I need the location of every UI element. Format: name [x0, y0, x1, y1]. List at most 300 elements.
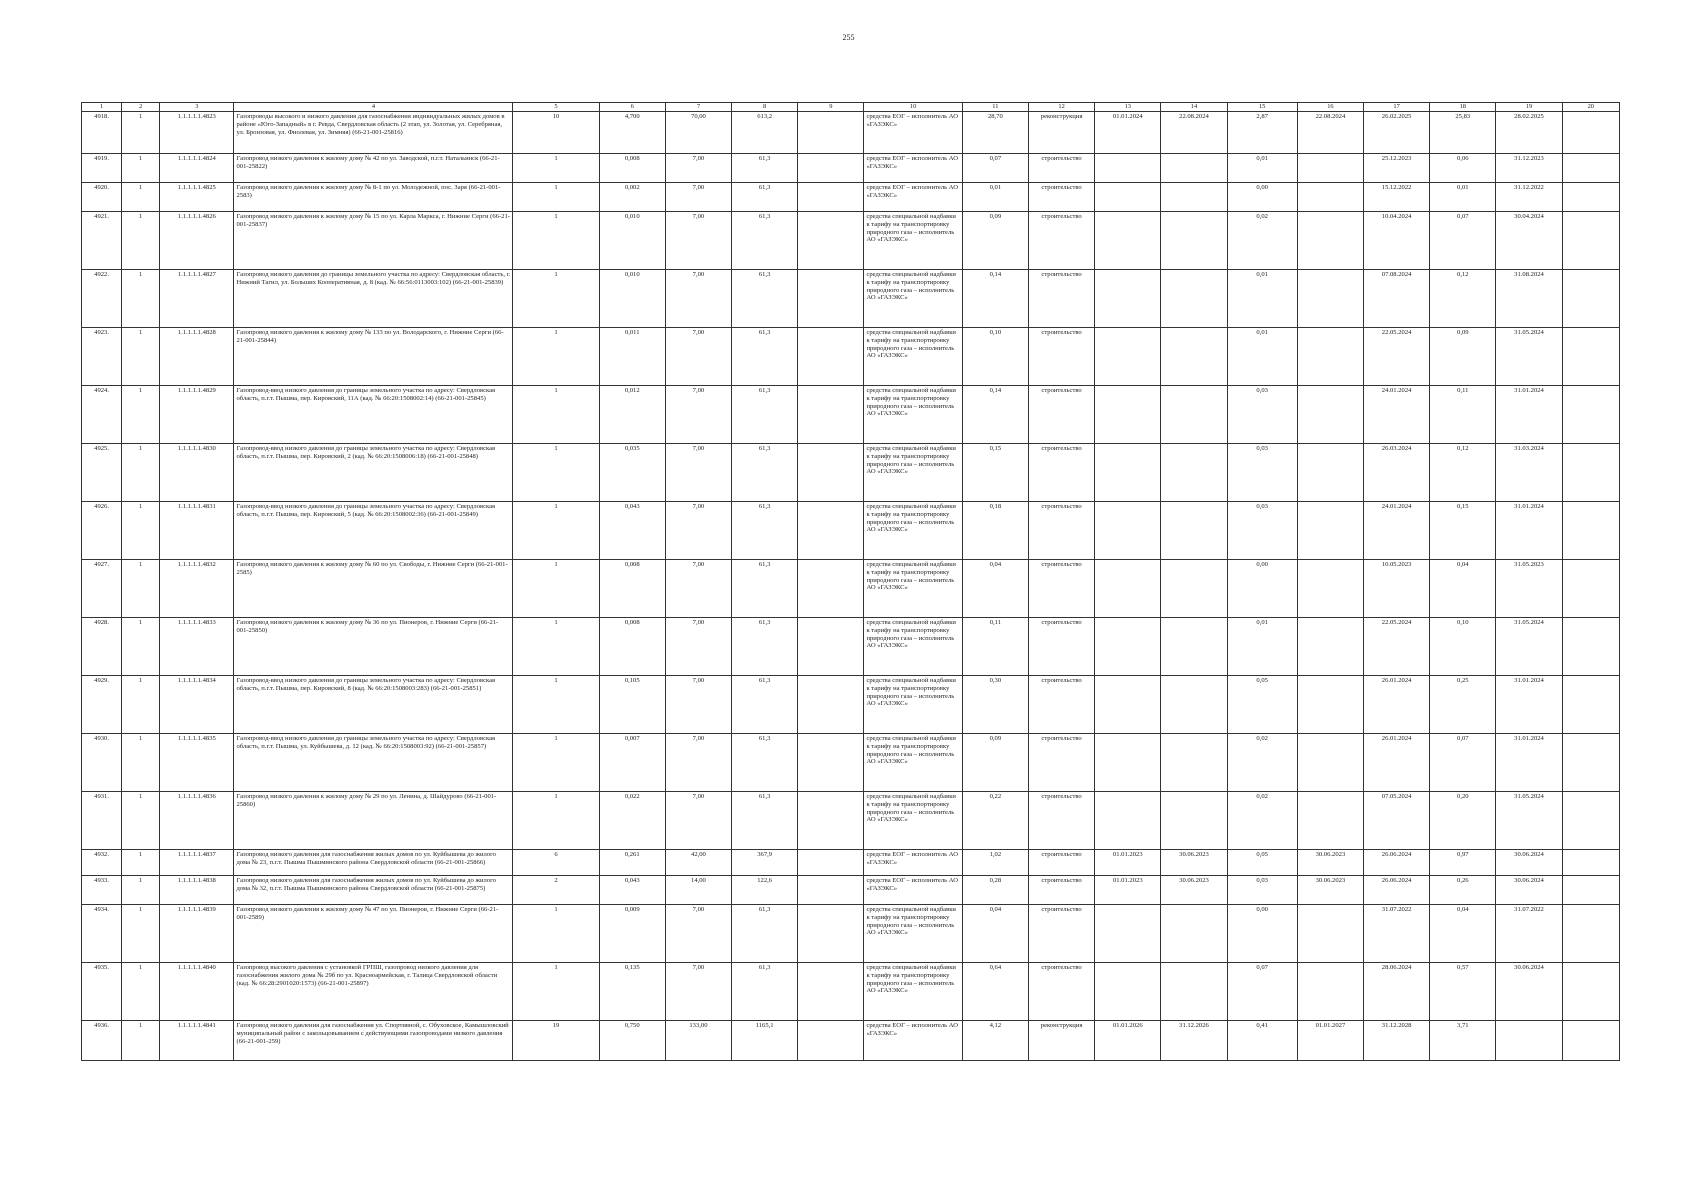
table-row	[82, 1021, 1620, 1061]
cell-col-18: 0,97	[1430, 850, 1496, 876]
cell-col-17: 26.03.2024	[1364, 444, 1430, 502]
cell-col-16	[1297, 963, 1363, 1021]
cell-col-7: 7,00	[665, 328, 731, 386]
cell-col-18: 0,07	[1430, 212, 1496, 270]
cell-col-5: 1	[513, 270, 599, 328]
cell-col-17: 31.07.2022	[1364, 905, 1430, 963]
cell-col-6: 0,010	[599, 212, 665, 270]
cell-col-17: 26.01.2024	[1364, 676, 1430, 734]
cell-col-8: 122,6	[732, 876, 798, 905]
cell-col-16: 30.06.2023	[1297, 876, 1363, 905]
cell-col-6: 0,010	[599, 270, 665, 328]
column-number-header: 11	[962, 103, 1028, 112]
cell-col-17: 26.01.2024	[1364, 734, 1430, 792]
cell-col-11: 0,09	[962, 734, 1028, 792]
cell-col-18: 0,06	[1430, 154, 1496, 183]
cell-col-12: строительство	[1028, 183, 1094, 212]
cell-col-19	[1496, 1021, 1562, 1061]
cell-col-1: 4923.	[82, 328, 122, 386]
cell-col-3: 1.1.1.1.1.4829	[160, 386, 234, 444]
cell-col-3: 1.1.1.1.1.4826	[160, 212, 234, 270]
cell-col-7: 42,00	[665, 850, 731, 876]
cell-col-2: 1	[122, 734, 160, 792]
cell-col-14: 30.06.2023	[1161, 876, 1227, 905]
cell-col-4: Газопровод низкого давления к жилому дому № 29 по ул. Ленина, д. Шайдурово (66-21-001-25860)	[234, 792, 513, 850]
cell-col-15: 0,02	[1227, 212, 1297, 270]
cell-col-15: 0,01	[1227, 618, 1297, 676]
cell-col-9	[798, 560, 864, 618]
page-number: 255	[842, 33, 855, 42]
cell-col-16	[1297, 502, 1363, 560]
cell-col-5: 2	[513, 876, 599, 905]
cell-col-10: средства специальной надбавки к тарифу на транспортировку природного газа – исполнитель АО «ГАЗЭКС»	[864, 328, 962, 386]
cell-col-15: 0,05	[1227, 676, 1297, 734]
column-number-header: 8	[732, 103, 798, 112]
cell-col-18: 25,83	[1430, 112, 1496, 154]
cell-col-5: 19	[513, 1021, 599, 1061]
cell-col-11: 0,04	[962, 905, 1028, 963]
cell-col-3: 1.1.1.1.1.4827	[160, 270, 234, 328]
cell-col-20	[1562, 386, 1619, 444]
cell-col-13	[1095, 212, 1161, 270]
cell-col-5: 1	[513, 444, 599, 502]
cell-col-16	[1297, 734, 1363, 792]
cell-col-9	[798, 183, 864, 212]
cell-col-4: Газопровод низкого давления к жилому дому № 36 по ул. Пионеров, г. Нижние Серги (66-21-001-25850)	[234, 618, 513, 676]
cell-col-14	[1161, 676, 1227, 734]
cell-col-6: 0,035	[599, 444, 665, 502]
cell-col-9	[798, 876, 864, 905]
cell-col-5: 1	[513, 183, 599, 212]
cell-col-10: средства специальной надбавки к тарифу на транспортировку природного газа – исполнитель АО «ГАЗЭКС»	[864, 212, 962, 270]
cell-col-13	[1095, 734, 1161, 792]
cell-col-11: 0,14	[962, 270, 1028, 328]
cell-col-15: 0,03	[1227, 444, 1297, 502]
cell-col-13	[1095, 676, 1161, 734]
cell-col-11: 4,12	[962, 1021, 1028, 1061]
cell-col-2: 1	[122, 183, 160, 212]
cell-col-20	[1562, 444, 1619, 502]
cell-col-13	[1095, 183, 1161, 212]
cell-col-13	[1095, 502, 1161, 560]
cell-col-1: 4933.	[82, 876, 122, 905]
cell-col-4: Газопровод низкого давления для газоснабжения жилых домов по ул. Куйбышева до жилого дома № 23, п.г.т. Пышма Пышминского района Свердловской области (66-21-001-25866)	[234, 850, 513, 876]
cell-col-4: Газопровод-ввод низкого давления до границы земельного участка по адресу: Свердловская область, п.г.т. Пышма, пер. Кировский, 8 (кад. № 66:20:1508003:283) (66-21-001-25851)	[234, 676, 513, 734]
cell-col-3: 1.1.1.1.1.4828	[160, 328, 234, 386]
cell-col-5: 1	[513, 905, 599, 963]
cell-col-8: 61,3	[732, 328, 798, 386]
cell-col-8: 61,3	[732, 270, 798, 328]
cell-col-12: строительство	[1028, 560, 1094, 618]
cell-col-1: 4918.	[82, 112, 122, 154]
cell-col-2: 1	[122, 560, 160, 618]
cell-col-11: 0,09	[962, 212, 1028, 270]
cell-col-17: 07.08.2024	[1364, 270, 1430, 328]
cell-col-14: 31.12.2026	[1161, 1021, 1227, 1061]
cell-col-9	[798, 444, 864, 502]
cell-col-16	[1297, 792, 1363, 850]
cell-col-6: 0,008	[599, 560, 665, 618]
cell-col-12: строительство	[1028, 212, 1094, 270]
cell-col-13	[1095, 444, 1161, 502]
cell-col-7: 7,00	[665, 676, 731, 734]
cell-col-5: 1	[513, 386, 599, 444]
cell-col-4: Газопровод низкого давления к жилому дому № 133 по ул. Володарского, г. Нижние Серги (66-21-001-25844)	[234, 328, 513, 386]
cell-col-4: Газопровод-ввод низкого давления до границы земельного участка по адресу: Свердловская область, п.г.т. Пышма, пер. Кировский, 5 (кад. № 66:20:1508002:36) (66-21-001-25849)	[234, 502, 513, 560]
cell-col-13: 01.01.2023	[1095, 850, 1161, 876]
column-number-header: 7	[665, 103, 731, 112]
cell-col-18: 0,12	[1430, 270, 1496, 328]
cell-col-19: 30.06.2024	[1496, 876, 1562, 905]
cell-col-1: 4926.	[82, 502, 122, 560]
column-number-header: 18	[1430, 103, 1496, 112]
cell-col-10: средства специальной надбавки к тарифу на транспортировку природного газа – исполнитель АО «ГАЗЭКС»	[864, 734, 962, 792]
cell-col-3: 1.1.1.1.1.4825	[160, 183, 234, 212]
cell-col-20	[1562, 618, 1619, 676]
cell-col-15: 0,00	[1227, 905, 1297, 963]
cell-col-10: средства специальной надбавки к тарифу на транспортировку природного газа – исполнитель АО «ГАЗЭКС»	[864, 963, 962, 1021]
cell-col-6: 0,750	[599, 1021, 665, 1061]
table-row	[82, 154, 1620, 183]
cell-col-16	[1297, 905, 1363, 963]
cell-col-12: строительство	[1028, 270, 1094, 328]
cell-col-1: 4934.	[82, 905, 122, 963]
cell-col-6: 0,043	[599, 502, 665, 560]
table-row	[82, 386, 1620, 444]
cell-col-5: 1	[513, 328, 599, 386]
cell-col-8: 61,3	[732, 963, 798, 1021]
cell-col-19: 31.05.2024	[1496, 618, 1562, 676]
column-number-header: 6	[599, 103, 665, 112]
cell-col-1: 4929.	[82, 676, 122, 734]
cell-col-18: 0,57	[1430, 963, 1496, 1021]
cell-col-17: 22.05.2024	[1364, 328, 1430, 386]
cell-col-19: 31.05.2024	[1496, 792, 1562, 850]
cell-col-16	[1297, 676, 1363, 734]
cell-col-17: 26.06.2024	[1364, 850, 1430, 876]
cell-col-8: 61,3	[732, 676, 798, 734]
cell-col-8: 61,3	[732, 792, 798, 850]
cell-col-2: 1	[122, 386, 160, 444]
cell-col-4: Газопровод-ввод низкого давления до границы земельного участка по адресу: Свердловская область, п.г.т. Пышма, пер. Кировский, 2 (кад. № 66:20:1508006:18) (66-21-001-25848)	[234, 444, 513, 502]
cell-col-19: 31.07.2022	[1496, 905, 1562, 963]
cell-col-14	[1161, 386, 1227, 444]
cell-col-19: 31.01.2024	[1496, 734, 1562, 792]
cell-col-20	[1562, 850, 1619, 876]
cell-col-8: 61,3	[732, 183, 798, 212]
cell-col-5: 1	[513, 618, 599, 676]
cell-col-9	[798, 676, 864, 734]
cell-col-15: 0,02	[1227, 792, 1297, 850]
cell-col-10: средства специальной надбавки к тарифу на транспортировку природного газа – исполнитель АО «ГАЗЭКС»	[864, 792, 962, 850]
cell-col-12: строительство	[1028, 850, 1094, 876]
cell-col-11: 0,11	[962, 618, 1028, 676]
cell-col-7: 70,00	[665, 112, 731, 154]
cell-col-9	[798, 154, 864, 183]
cell-col-6: 0,002	[599, 183, 665, 212]
cell-col-10: средства специальной надбавки к тарифу на транспортировку природного газа – исполнитель АО «ГАЗЭКС»	[864, 386, 962, 444]
cell-col-1: 4930.	[82, 734, 122, 792]
column-number-header: 10	[864, 103, 962, 112]
cell-col-4: Газопровод-ввод низкого давления до границы земельного участка по адресу: Свердловская область, п.г.т. Пышма, пер. Кировский, 11А (кад. № 66:20:1508002:14) (66-21-001-25845)	[234, 386, 513, 444]
cell-col-13: 01.01.2024	[1095, 112, 1161, 154]
table-row	[82, 328, 1620, 386]
cell-col-15: 0,05	[1227, 850, 1297, 876]
cell-col-11: 0,18	[962, 502, 1028, 560]
cell-col-12: реконструкция	[1028, 112, 1094, 154]
cell-col-1: 4922.	[82, 270, 122, 328]
cell-col-9	[798, 792, 864, 850]
cell-col-4: Газопровод низкого давления к жилому дому № 8-1 по ул. Молодежной, пос. Заря (66-21-001-2583)	[234, 183, 513, 212]
cell-col-16	[1297, 386, 1363, 444]
cell-col-16: 30.06.2023	[1297, 850, 1363, 876]
cell-col-19: 31.12.2023	[1496, 154, 1562, 183]
cell-col-15: 0,01	[1227, 154, 1297, 183]
cell-col-11: 0,01	[962, 183, 1028, 212]
cell-col-12: реконструкция	[1028, 1021, 1094, 1061]
cell-col-9	[798, 905, 864, 963]
cell-col-9	[798, 618, 864, 676]
cell-col-5: 1	[513, 734, 599, 792]
cell-col-17: 15.12.2022	[1364, 183, 1430, 212]
table-row	[82, 270, 1620, 328]
cell-col-7: 7,00	[665, 212, 731, 270]
cell-col-9	[798, 112, 864, 154]
cell-col-16	[1297, 212, 1363, 270]
cell-col-4: Газопровод высокого давления с установкой ГРПШ, газопровод низкого давления для газоснабжения жилого дома № 29б по ул. Красноармейская, г. Талица Свердловской области (кад. № 66:28:2901020:1573) (66-21-001-25897)	[234, 963, 513, 1021]
cell-col-20	[1562, 212, 1619, 270]
cell-col-1: 4920.	[82, 183, 122, 212]
cell-col-17: 24.01.2024	[1364, 386, 1430, 444]
cell-col-9	[798, 963, 864, 1021]
cell-col-14	[1161, 792, 1227, 850]
cell-col-18: 0,11	[1430, 386, 1496, 444]
cell-col-20	[1562, 676, 1619, 734]
cell-col-13: 01.01.2023	[1095, 876, 1161, 905]
cell-col-3: 1.1.1.1.1.4824	[160, 154, 234, 183]
cell-col-10: средства ЕОГ – исполнитель АО «ГАЗЭКС»	[864, 876, 962, 905]
cell-col-13	[1095, 792, 1161, 850]
cell-col-19: 31.05.2023	[1496, 560, 1562, 618]
cell-col-7: 7,00	[665, 618, 731, 676]
cell-col-6: 0,261	[599, 850, 665, 876]
cell-col-10: средства ЕОГ – исполнитель АО «ГАЗЭКС»	[864, 1021, 962, 1061]
cell-col-19: 31.01.2024	[1496, 676, 1562, 734]
cell-col-3: 1.1.1.1.1.4841	[160, 1021, 234, 1061]
cell-col-20	[1562, 560, 1619, 618]
cell-col-1: 4928.	[82, 618, 122, 676]
cell-col-19: 31.01.2024	[1496, 386, 1562, 444]
column-number-header: 16	[1297, 103, 1363, 112]
cell-col-6: 0,011	[599, 328, 665, 386]
cell-col-10: средства ЕОГ – исполнитель АО «ГАЗЭКС»	[864, 850, 962, 876]
cell-col-2: 1	[122, 154, 160, 183]
cell-col-8: 61,3	[732, 444, 798, 502]
investment-program-table	[81, 102, 1620, 1061]
table-row	[82, 502, 1620, 560]
cell-col-7: 7,00	[665, 734, 731, 792]
cell-col-14: 22.08.2024	[1161, 112, 1227, 154]
cell-col-18: 0,25	[1430, 676, 1496, 734]
cell-col-11: 0,10	[962, 328, 1028, 386]
cell-col-20	[1562, 502, 1619, 560]
cell-col-13	[1095, 386, 1161, 444]
cell-col-17: 26.06.2024	[1364, 876, 1430, 905]
cell-col-20	[1562, 963, 1619, 1021]
cell-col-15: 0,00	[1227, 183, 1297, 212]
cell-col-8: 367,9	[732, 850, 798, 876]
column-number-header: 13	[1095, 103, 1161, 112]
cell-col-6: 4,700	[599, 112, 665, 154]
cell-col-17: 28.06.2024	[1364, 963, 1430, 1021]
cell-col-19: 31.12.2022	[1496, 183, 1562, 212]
cell-col-12: строительство	[1028, 963, 1094, 1021]
cell-col-14	[1161, 502, 1227, 560]
column-number-header: 3	[160, 103, 234, 112]
cell-col-15: 0,01	[1227, 328, 1297, 386]
cell-col-20	[1562, 112, 1619, 154]
cell-col-17: 24.01.2024	[1364, 502, 1430, 560]
cell-col-17: 25.12.2023	[1364, 154, 1430, 183]
cell-col-13: 01.01.2026	[1095, 1021, 1161, 1061]
cell-col-8: 61,3	[732, 386, 798, 444]
cell-col-14	[1161, 560, 1227, 618]
cell-col-2: 1	[122, 212, 160, 270]
cell-col-12: строительство	[1028, 792, 1094, 850]
cell-col-3: 1.1.1.1.1.4834	[160, 676, 234, 734]
cell-col-18: 0,20	[1430, 792, 1496, 850]
cell-col-2: 1	[122, 444, 160, 502]
cell-col-19: 31.05.2024	[1496, 328, 1562, 386]
cell-col-4: Газопровод низкого давления к жилому дому № 15 по ул. Карла Маркса, г. Нижние Серги (66-21-001-25837)	[234, 212, 513, 270]
cell-col-5: 1	[513, 154, 599, 183]
cell-col-13	[1095, 560, 1161, 618]
table-row	[82, 183, 1620, 212]
column-number-header: 17	[1364, 103, 1430, 112]
cell-col-20	[1562, 876, 1619, 905]
cell-col-12: строительство	[1028, 386, 1094, 444]
cell-col-9	[798, 502, 864, 560]
cell-col-14	[1161, 183, 1227, 212]
cell-col-17: 22.05.2024	[1364, 618, 1430, 676]
cell-col-14	[1161, 328, 1227, 386]
column-number-header: 4	[234, 103, 513, 112]
cell-col-4: Газопровод-ввод низкого давления до границы земельного участка по адресу: Свердловская область, п.г.т. Пышма, ул. Куйбышева, д. 12 (кад. № 66:20:1508003:92) (66-21-001-25857)	[234, 734, 513, 792]
table-row	[82, 876, 1620, 905]
column-number-header: 9	[798, 103, 864, 112]
column-number-header: 12	[1028, 103, 1094, 112]
cell-col-20	[1562, 270, 1619, 328]
cell-col-8: 61,3	[732, 734, 798, 792]
cell-col-18: 0,15	[1430, 502, 1496, 560]
cell-col-14	[1161, 905, 1227, 963]
cell-col-16	[1297, 183, 1363, 212]
cell-col-11: 0,14	[962, 386, 1028, 444]
cell-col-5: 1	[513, 676, 599, 734]
column-number-header: 15	[1227, 103, 1297, 112]
table-row	[82, 676, 1620, 734]
cell-col-1: 4919.	[82, 154, 122, 183]
cell-col-11: 0,22	[962, 792, 1028, 850]
cell-col-14	[1161, 963, 1227, 1021]
cell-col-2: 1	[122, 328, 160, 386]
cell-col-16: 01.01.2027	[1297, 1021, 1363, 1061]
cell-col-11: 1,02	[962, 850, 1028, 876]
cell-col-5: 10	[513, 112, 599, 154]
table-row	[82, 734, 1620, 792]
cell-col-9	[798, 328, 864, 386]
cell-col-18: 0,01	[1430, 183, 1496, 212]
cell-col-16	[1297, 560, 1363, 618]
cell-col-13	[1095, 154, 1161, 183]
cell-col-11: 0,64	[962, 963, 1028, 1021]
cell-col-15: 0,00	[1227, 560, 1297, 618]
table-row	[82, 444, 1620, 502]
cell-col-2: 1	[122, 676, 160, 734]
column-number-header: 5	[513, 103, 599, 112]
column-number-header: 19	[1496, 103, 1562, 112]
cell-col-4: Газопроводы высокого и низкого давления для газоснабжения индивидуальных жилых домов в районе «Юго-Западный» в г. Ревда, Свердловская область (2 этап, ул. Золотая, ул. Серебряная, ул. Бронзовая, ул. Фиолевая, ул. Зимняя) (66-21-001-25816)	[234, 112, 513, 154]
cell-col-7: 133,00	[665, 1021, 731, 1061]
cell-col-8: 61,3	[732, 212, 798, 270]
column-number-row	[82, 103, 1620, 112]
cell-col-3: 1.1.1.1.1.4823	[160, 112, 234, 154]
cell-col-18: 0,04	[1430, 560, 1496, 618]
cell-col-3: 1.1.1.1.1.4835	[160, 734, 234, 792]
cell-col-12: строительство	[1028, 876, 1094, 905]
cell-col-3: 1.1.1.1.1.4830	[160, 444, 234, 502]
cell-col-3: 1.1.1.1.1.4837	[160, 850, 234, 876]
cell-col-18: 0,12	[1430, 444, 1496, 502]
cell-col-7: 7,00	[665, 386, 731, 444]
cell-col-1: 4935.	[82, 963, 122, 1021]
cell-col-8: 1165,1	[732, 1021, 798, 1061]
cell-col-9	[798, 1021, 864, 1061]
cell-col-15: 0,07	[1227, 963, 1297, 1021]
cell-col-11: 0,30	[962, 676, 1028, 734]
cell-col-5: 1	[513, 212, 599, 270]
cell-col-6: 0,012	[599, 386, 665, 444]
cell-col-8: 61,3	[732, 560, 798, 618]
cell-col-15: 0,03	[1227, 502, 1297, 560]
column-number-header: 14	[1161, 103, 1227, 112]
cell-col-14	[1161, 212, 1227, 270]
cell-col-17: 10.04.2024	[1364, 212, 1430, 270]
cell-col-19: 31.01.2024	[1496, 502, 1562, 560]
cell-col-19: 30.06.2024	[1496, 850, 1562, 876]
cell-col-10: средства специальной надбавки к тарифу на транспортировку природного газа – исполнитель АО «ГАЗЭКС»	[864, 560, 962, 618]
cell-col-20	[1562, 1021, 1619, 1061]
cell-col-3: 1.1.1.1.1.4838	[160, 876, 234, 905]
cell-col-3: 1.1.1.1.1.4840	[160, 963, 234, 1021]
column-number-header: 1	[82, 103, 122, 112]
table-row	[82, 792, 1620, 850]
cell-col-9	[798, 850, 864, 876]
cell-col-10: средства специальной надбавки к тарифу на транспортировку природного газа – исполнитель АО «ГАЗЭКС»	[864, 676, 962, 734]
cell-col-11: 0,15	[962, 444, 1028, 502]
cell-col-3: 1.1.1.1.1.4832	[160, 560, 234, 618]
cell-col-9	[798, 212, 864, 270]
cell-col-4: Газопровод низкого давления для газоснабжения ул. Спортивной, с. Обуховское, Камышловский муниципальный район с закольцовыванием с действующими газопроводами низкого давления (66-21-001-259)	[234, 1021, 513, 1061]
cell-col-17: 10.05.2023	[1364, 560, 1430, 618]
table-row	[82, 618, 1620, 676]
cell-col-4: Газопровод низкого давления к жилому дому № 60 по ул. Свободы, г. Нижние Серги (66-21-001-2585)	[234, 560, 513, 618]
cell-col-16: 22.08.2024	[1297, 112, 1363, 154]
cell-col-7: 7,00	[665, 560, 731, 618]
cell-col-14: 30.06.2023	[1161, 850, 1227, 876]
cell-col-13	[1095, 905, 1161, 963]
cell-col-14	[1161, 270, 1227, 328]
